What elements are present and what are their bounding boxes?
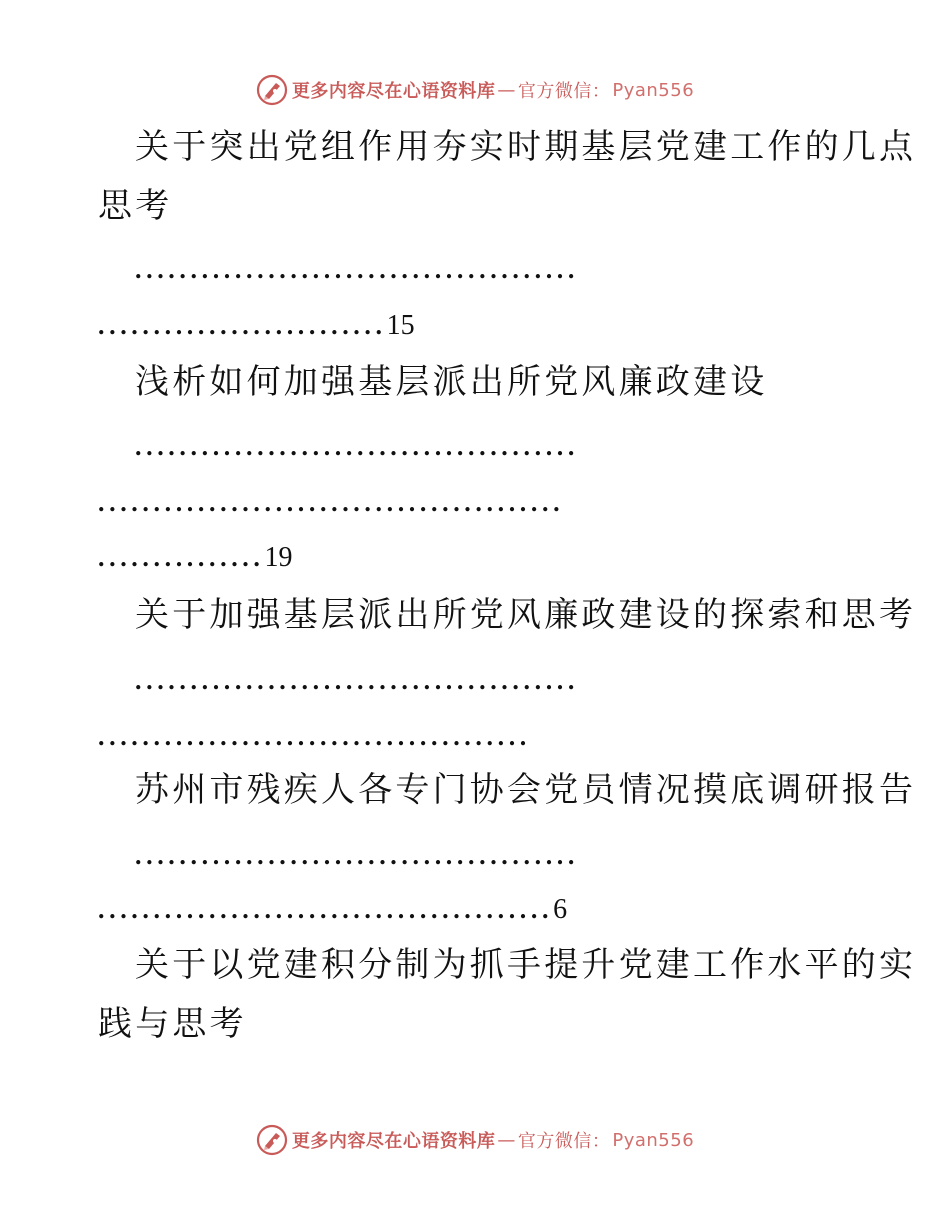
toc-entry-title: 关于加强基层派出所党风廉政建设的探索和思考 (135, 595, 917, 635)
watermark-wechat-id: Pyan556 (612, 79, 695, 101)
toc-leader-dots: ........................................ (135, 666, 579, 695)
toc-leader-dots: ........................................ (135, 255, 579, 284)
toc-page-number: 6 (553, 894, 568, 925)
watermark-site: 更多内容尽在心语资料库 (291, 1131, 496, 1152)
watermark-dash: — (497, 1129, 516, 1151)
pen-logo-icon (256, 1124, 288, 1156)
watermark-wechat-id: Pyan556 (612, 1129, 695, 1151)
toc-leader-dots: ........................................ (135, 432, 579, 461)
toc-entry-title-cont: 践与思考 (98, 1004, 247, 1044)
watermark-wechat-label: 官方微信： (517, 1131, 611, 1152)
toc-entry-title: 浅析如何加强基层派出所党风廉政建设 (135, 362, 768, 402)
toc-leader-dots: ............... (98, 543, 265, 572)
toc-entry-title-cont: 思考 (98, 186, 173, 226)
toc-leader-dots: ....................................... (98, 722, 531, 751)
toc-leader-dots-row (98, 306, 598, 346)
toc-leader-dots-row (98, 890, 838, 930)
footer-watermark (0, 1120, 950, 1160)
toc-page-number: 19 (264, 542, 293, 573)
watermark-wechat-label: 官方微信： (517, 81, 611, 102)
toc-entry-title: 苏州市残疾人各专门协会党员情况摸底调研报告 (135, 770, 917, 810)
toc-page-number: 15 (386, 310, 415, 341)
toc-entry-title: 关于突出党组作用夯实时期基层党建工作的几点 (135, 127, 917, 167)
toc-leader-dots: ........................................ (135, 841, 579, 870)
watermark-dash: — (497, 79, 516, 101)
toc-leader-dots: .......................................... (98, 488, 565, 517)
toc-leader-dots-row (98, 538, 398, 578)
toc-entry-title: 关于以党建积分制为抓手提升党建工作水平的实 (135, 945, 917, 985)
toc-leader-dots: .......................... (98, 311, 387, 340)
watermark-site: 更多内容尽在心语资料库 (291, 81, 496, 102)
toc-leader-dots: ......................................... (98, 895, 554, 924)
